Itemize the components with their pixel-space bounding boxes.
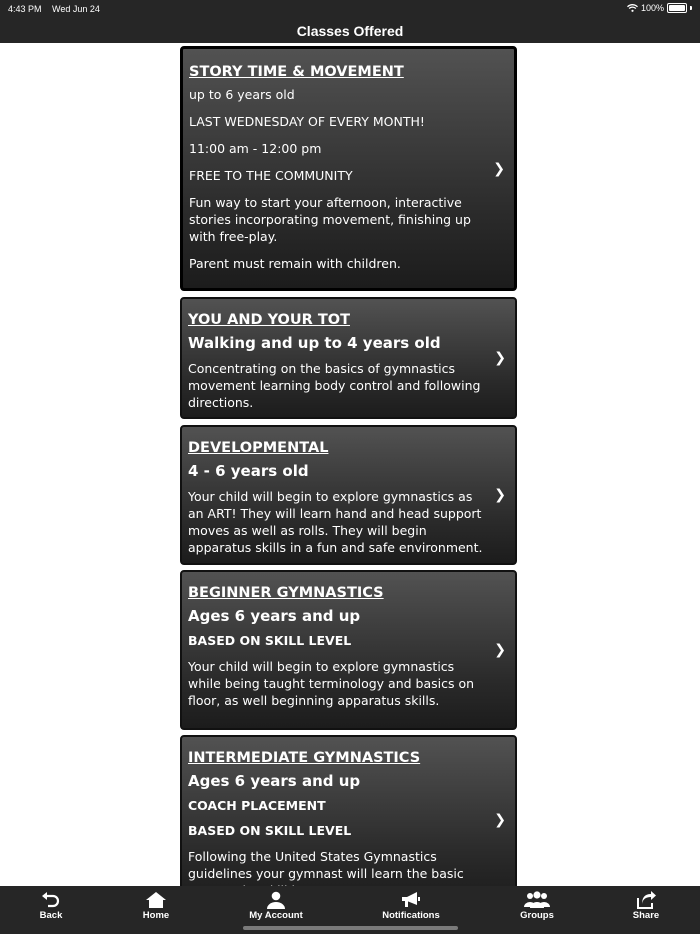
page-title: Classes Offered bbox=[296, 23, 404, 39]
card-body: Your child will begin to explore gymnastics as an ART! They will learn hand and head support moves as well as rolls. They will begin apparatus skills in a fun and safe environment. bbox=[188, 489, 483, 555]
tab-label: Notifications bbox=[382, 910, 440, 921]
class-card-developmental[interactable] bbox=[180, 425, 517, 565]
card-line: 11:00 am - 12:00 pm bbox=[189, 141, 322, 156]
card-line: up to 6 years old bbox=[189, 87, 295, 102]
tab-share[interactable] bbox=[601, 889, 691, 921]
card-line: LAST WEDNESDAY OF EVERY MONTH! bbox=[189, 114, 425, 129]
chevron-right-icon: ❯ bbox=[494, 642, 506, 658]
card-title: STORY TIME & MOVEMENT bbox=[189, 64, 404, 80]
card-body: Concentrating on the basics of gymnastics movement learning body control and following directions. bbox=[188, 361, 481, 410]
tab-groups[interactable] bbox=[492, 889, 582, 921]
class-card-you-and-your-tot[interactable] bbox=[180, 297, 517, 419]
share-icon bbox=[635, 891, 657, 909]
card-body: Your child will begin to explore gymnastics while being taught terminology and basics on floor, as well beginning apparatus skills. bbox=[188, 659, 475, 708]
status-right bbox=[627, 3, 692, 13]
card-caps: BASED ON SKILL LEVEL bbox=[188, 633, 352, 648]
tab-label: Share bbox=[632, 910, 660, 921]
card-caps: COACH PLACEMENT bbox=[188, 798, 326, 813]
status-date: Wed Jun 24 bbox=[52, 4, 100, 14]
card-line: Fun way to start your afternoon, interactive stories incorporating movement, finishing up with free-play. bbox=[189, 195, 471, 244]
tab-notifications[interactable] bbox=[366, 889, 456, 921]
status-time: 4:43 PM bbox=[8, 4, 42, 14]
card-title: DEVELOPMENTAL bbox=[188, 440, 329, 456]
card-title: INTERMEDIATE GYMNASTICS bbox=[188, 750, 421, 766]
groups-icon bbox=[523, 891, 551, 909]
status-bar bbox=[0, 0, 700, 17]
card-line: FREE TO THE COMMUNITY bbox=[189, 168, 353, 183]
card-subtitle: 4 - 6 years old bbox=[188, 462, 309, 480]
card-body: Following the United States Gymnastics guidelines your gymnast will learn the basic bbox=[188, 849, 464, 881]
card-title: YOU AND YOUR TOT bbox=[188, 312, 350, 328]
card-line: Parent must remain with children. bbox=[189, 256, 401, 271]
class-card-beginner-gymnastics[interactable] bbox=[180, 570, 517, 730]
chevron-right-icon: ❯ bbox=[493, 160, 505, 177]
classes-list[interactable] bbox=[0, 43, 700, 886]
tab-label: Groups bbox=[520, 910, 554, 921]
chevron-right-icon: ❯ bbox=[494, 487, 506, 503]
tab-label: Back bbox=[39, 910, 63, 921]
tab-home[interactable] bbox=[111, 889, 201, 921]
home-icon bbox=[145, 891, 167, 909]
nav-bar bbox=[0, 17, 700, 43]
class-card-intermediate-gymnastics[interactable] bbox=[180, 735, 517, 905]
tab-label: My Account bbox=[249, 910, 303, 921]
wifi-icon bbox=[627, 4, 638, 12]
tab-my-account[interactable] bbox=[231, 889, 321, 921]
card-caps: BASED ON SKILL LEVEL bbox=[188, 823, 352, 838]
class-card-story-time[interactable] bbox=[180, 46, 517, 291]
user-icon bbox=[265, 891, 287, 909]
battery-percent: 100% bbox=[640, 3, 664, 13]
tab-back[interactable] bbox=[6, 889, 96, 921]
card-subtitle: Walking and up to 4 years old bbox=[188, 334, 441, 352]
card-subtitle: Ages 6 years and up bbox=[188, 607, 361, 625]
back-icon bbox=[40, 891, 62, 909]
chevron-right-icon: ❯ bbox=[494, 812, 506, 828]
tab-label: Home bbox=[142, 910, 170, 921]
chevron-right-icon: ❯ bbox=[494, 350, 506, 366]
home-indicator bbox=[243, 926, 458, 930]
card-title: BEGINNER GYMNASTICS bbox=[188, 585, 384, 601]
card-subtitle: Ages 6 years and up bbox=[188, 772, 361, 790]
megaphone-icon bbox=[400, 891, 422, 909]
battery-cap bbox=[690, 6, 692, 10]
battery-icon bbox=[667, 3, 687, 13]
